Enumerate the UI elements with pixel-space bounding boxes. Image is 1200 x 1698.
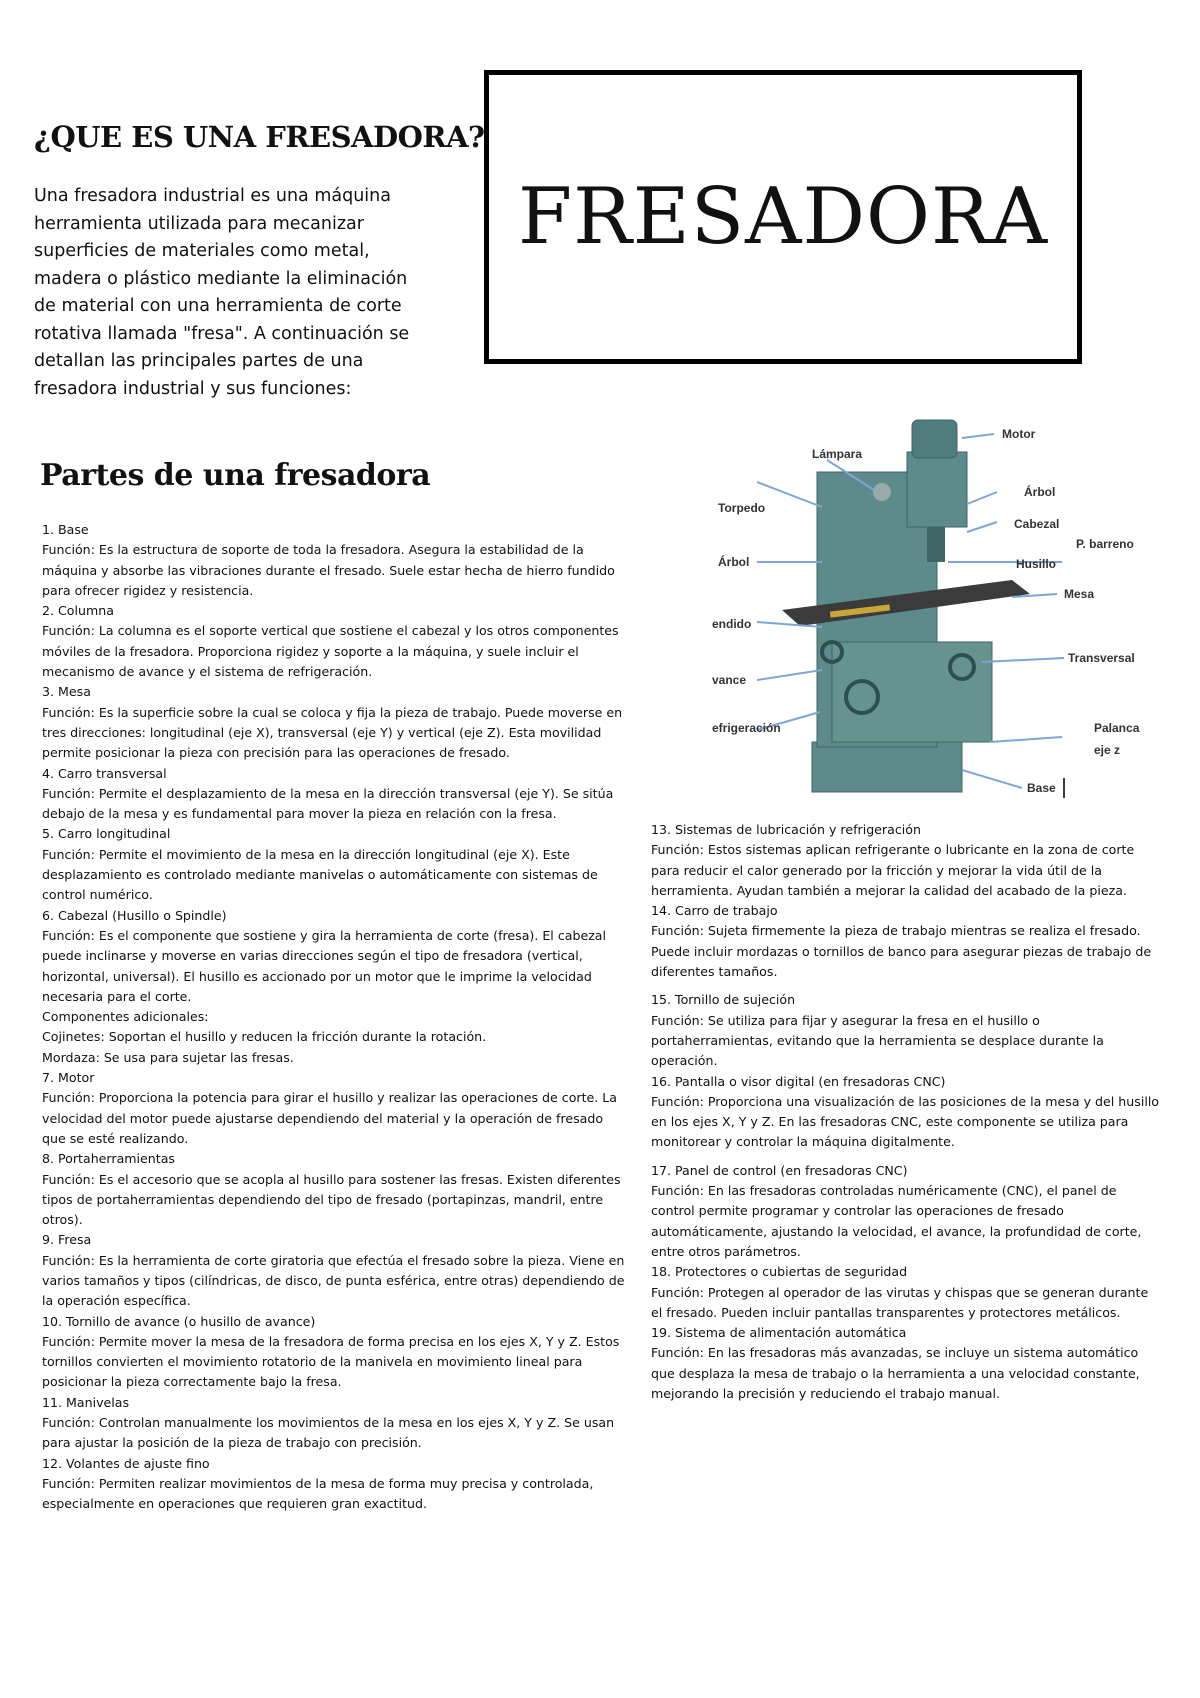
title-box-text: FRESADORA (517, 172, 1049, 262)
intro-paragraph: Una fresadora industrial es una máquina herramienta utilizada para mecanizar superficies de materiales como metal, madera o plástico mediante la eliminación de material con una herramienta de corte rotativa llamada "fresa". A continuación se detallan las principales partes de una fresadora industrial y sus funciones: (34, 186, 410, 399)
parts-title: Partes de una fresadora (40, 458, 431, 493)
right-column (651, 820, 1163, 1404)
right-line: Función: En las fresadoras más avanzadas, se incluye un sistema automático que desplaza la mesa de trabajo o la herramienta a una velocidad constante, mejorando la precisión y reduciendo el trabajo manual. (651, 1345, 1140, 1402)
left-line: Función: Es la herramienta de corte giratoria que efectúa el fresado sobre la pieza. Viene en varios tamaños y tipos (cilíndricas, de disco, de punta esférica, entre otras) dependiendo de la operación específica. (42, 1252, 625, 1309)
left-column (42, 520, 628, 1515)
left-line: Cojinetes: Soportan el husillo y reducen la fricción durante la rotación. (42, 1029, 487, 1045)
left-line: 6. Cabezal (Husillo o Spindle) (42, 907, 227, 923)
left-line: Función: Permite el desplazamiento de la mesa en la dirección transversal (eje Y). Se sitúa debajo de la mesa y es fundamental para mover la pieza en relación con la fresa. (42, 785, 614, 822)
label-refrigeracion: efrigeración (712, 721, 781, 735)
arrow-line (990, 737, 1062, 742)
left-line: 10. Tornillo de avance (o husillo de avance) (42, 1313, 316, 1329)
label-husillo: Husillo (1016, 557, 1057, 571)
label-p-barreno: P. barreno (1076, 537, 1134, 551)
label-eje-z: eje z (1094, 743, 1121, 757)
left-line: Función: Controlan manualmente los movimientos de la mesa en los ejes X, Y y Z. Se usan para ajustar la posición de la pieza de trabajo con precisión. (42, 1415, 615, 1451)
machine-base (812, 742, 962, 792)
left-line: 4. Carro transversal (42, 765, 167, 781)
left-line: 3. Mesa (42, 684, 91, 700)
left-line: 7. Motor (42, 1070, 95, 1086)
left-line: 12. Volantes de ajuste fino (42, 1455, 210, 1471)
left-line: Función: Proporciona la potencia para girar el husillo y realizar las operaciones de corte. La velocidad del motor puede ajustarse dependiendo del material y la operación de fresado que se esté realizando. (42, 1090, 618, 1146)
milling-machine-diagram (712, 412, 1142, 814)
right-line: 15. Tornillo de sujeción (651, 992, 796, 1008)
left-line: 1. Base (42, 522, 89, 537)
left-line: 2. Columna (42, 603, 114, 619)
arrow-line (982, 658, 1064, 662)
right-line: Función: En las fresadoras controladas numéricamente (CNC), el panel de control permite programar y controlar las operaciones de fresado automáticamente, ajustando la velocidad, el avance, la profundidad de corte, entre otros parámetros. (651, 1183, 1142, 1259)
left-line: Componentes adicionales: (42, 1009, 209, 1025)
right-line: Función: Proporciona una visualización de las posiciones de la mesa y del husillo en los ejes X, Y y Z. En las fresadoras CNC, este componente se utiliza para monitorear y controlar la máquina digitalmente. (651, 1093, 1160, 1150)
left-line: Mordaza: Se usa para sujetar las fresas. (42, 1049, 294, 1065)
label-mesa: Mesa (1064, 587, 1095, 601)
right-line: 16. Pantalla o visor digital (en fresadoras CNC) (651, 1073, 946, 1089)
left-line: Función: Es la estructura de soporte de toda la fresadora. Asegura la estabilidad de la máquina y absorbe las vibraciones durante el fresado. Suele estar hecha de hierro fundido para ofrecer rigidez y resistencia. (42, 542, 615, 598)
arrow-line (757, 670, 822, 680)
right-line: 17. Panel de control (en fresadoras CNC) (651, 1162, 908, 1178)
label-arbol-left: Árbol (718, 555, 750, 569)
right-line: Función: Estos sistemas aplican refrigerante o lubricante en la zona de corte para reducir el calor generado por la fricción y mejorar la vida útil de la herramienta. Ayudan también a mejorar la calidad del acabado de la pieza. (651, 842, 1135, 898)
left-line: Función: La columna es el soporte vertical que sostiene el cabezal y los otros componentes móviles de la fresadora. Proporciona rigidez y soporte a la máquina, y suele incluir el mecanismo de avance y el sistema de refrigeración. (42, 623, 619, 680)
left-line: Función: Es el accesorio que se acopla al husillo para sostener las fresas. Existen diferentes tipos de portaherramientas dependiendo del tipo de fresado (portapinzas, mandril, entre otros). (42, 1171, 621, 1228)
left-line: Función: Es la superficie sobre la cual se coloca y fija la pieza de trabajo. Puede moverse en tres direcciones: longitudinal (eje X), transversal (eje Y) y vertical (eje Z). Esta movilidad permite posicionar la pieza con precisión para las operaciones de fresado. (42, 704, 623, 761)
label-palanca: Palanca (1094, 721, 1140, 735)
right-line: 18. Protectores o cubiertas de seguridad (651, 1264, 908, 1280)
right-line: 19. Sistema de alimentación automática (651, 1325, 907, 1341)
arrow-line (962, 434, 994, 438)
right-line: Función: Se utiliza para fijar y asegurar la fresa en el husillo o portaherramientas, evitando que la herramienta se desplace durante la operación. (651, 1012, 1104, 1069)
right-line: 13. Sistemas de lubricación y refrigeración (651, 822, 921, 837)
label-base: Base (1027, 781, 1056, 795)
arrow-line (962, 770, 1022, 788)
label-transversal: Transversal (1068, 651, 1135, 665)
label-motor: Motor (1002, 427, 1036, 441)
left-line: 5. Carro longitudinal (42, 826, 171, 842)
machine-spindle (927, 527, 945, 562)
label-arbol-top: Árbol (1024, 485, 1056, 499)
arrow-line (967, 522, 997, 532)
left-line: Función: Es el componente que sostiene y gira la herramienta de corte (fresa). El cabezal puede inclinarse y moverse en varias direcciones según el tipo de fresadora (vertical, horizontal, universal). El husillo es accionado por un motor que le imprime la velocidad necesaria para el corte. (42, 927, 607, 1004)
label-avance: vance (712, 673, 747, 687)
intro-title: ¿QUE ES UNA FRESADORA? (34, 120, 485, 154)
left-line: Función: Permiten realizar movimientos de la mesa de forma muy precisa y controlada, especialmente en operaciones que requieren gran exactitud. (42, 1475, 594, 1512)
arrow-line (967, 492, 997, 504)
arrow-line (757, 482, 822, 507)
right-line: 14. Carro de trabajo (651, 903, 778, 919)
spacer (651, 982, 1163, 990)
machine-head (907, 452, 967, 527)
title-box (484, 70, 1082, 364)
spacer (651, 1153, 1163, 1161)
left-line: Función: Permite mover la mesa de la fresadora de forma precisa en los ejes X, Y y Z. Estos tornillos convierten el movimiento rotatorio de la manivela en movimiento lineal para posicionar la pieza correctamente bajo la fresa. (42, 1333, 620, 1390)
label-cabezal: Cabezal (1014, 517, 1060, 531)
left-line: 8. Portaherramientas (42, 1151, 175, 1167)
label-tendido: endido (712, 617, 752, 631)
label-torpedo: Torpedo (718, 501, 766, 515)
right-line: Función: Sujeta firmemente la pieza de trabajo mientras se realiza el fresado. Puede incluir mordazas o tornillos de banco para asegurar piezas de trabajo de diferentes tamaños. (651, 923, 1152, 980)
label-lampara: Lámpara (812, 447, 863, 461)
machine-lamp (873, 483, 891, 501)
left-line: 11. Manivelas (42, 1394, 130, 1410)
machine-motor (912, 420, 957, 458)
left-line: 9. Fresa (42, 1232, 92, 1248)
left-line: Función: Permite el movimiento de la mesa en la dirección longitudinal (eje X). Este desplazamiento es controlado mediante manivelas o automáticamente con sistemas de control numérico. (42, 846, 598, 903)
right-line: Función: Protegen al operador de las virutas y chispas que se generan durante el fresado. Pueden incluir pantallas transparentes y protectores metálicos. (651, 1284, 1149, 1320)
